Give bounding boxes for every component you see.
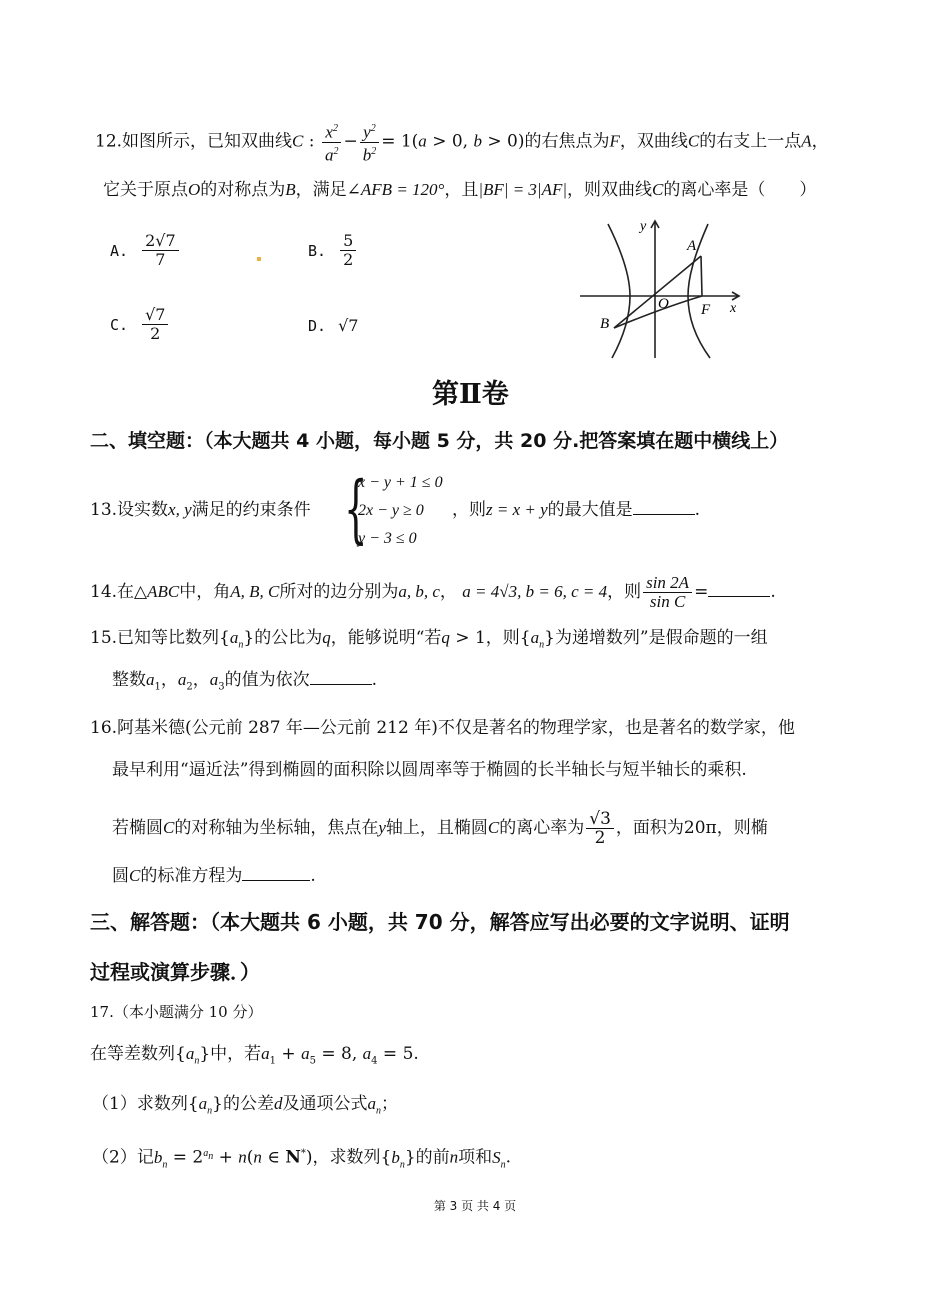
section-3-heading-1: 三、解答题：（本大题共 6 小题，共 70 分，解答应写出必要的文字说明、证明: [90, 910, 790, 934]
q16-line-3: 若椭圆C的对称轴为坐标轴，焦点在y轴上，且椭圆C的离心率为 $\frac{√3}{2}$ ，面积为20π，则椭: [112, 809, 768, 848]
choice-d: D. √7: [308, 316, 359, 335]
q17-statement: 在等差数列$\{a_n\}$中，若$a_1 + a_5 = 8$, $a_4 = 5$.: [90, 1044, 419, 1067]
q17-header: 17.（本小题满分 10 分）: [90, 1003, 263, 1021]
q16-answer-blank[interactable]: [242, 864, 310, 881]
q13-text: 13.设实数x, y满足的约束条件: [90, 500, 311, 520]
label-a: A: [687, 238, 697, 254]
q16-line-2: 最早利用“逼近法”得到椭圆的面积除以圆周率等于椭圆的长半轴长与短半轴长的乘积.: [112, 760, 747, 780]
q13-answer-blank[interactable]: [633, 498, 695, 515]
choice-b: B. $\frac{5}{2}$: [308, 232, 358, 269]
hyperbola-x-term: $\frac{x^2}{a^2}$: [322, 120, 342, 164]
q17-part-1: （1）求数列$\{a_n\}$的公差d及通项公式$a_n$；: [92, 1094, 398, 1117]
section-3-heading-2: 过程或演算步骤．）: [90, 960, 260, 984]
q12-line-1: 12.如图所示，已知双曲线C : $\frac{x^2}{a^2}$ − $\frac{y^2}{b^2}$ = 1(a > 0, b > 0)的右焦点为F，双曲线C的右支上一点A，: [95, 120, 829, 164]
left-branch: [608, 224, 630, 358]
hyperbola-figure: [578, 216, 748, 362]
q15-answer-blank[interactable]: [310, 668, 372, 685]
q14-fraction: $\frac{\sin 2A}{\text{sin C}}$: [643, 574, 692, 611]
label-x: x: [730, 301, 737, 316]
q16-eccentricity: $\frac{√3}{2}$: [586, 810, 614, 847]
section-2-heading: 二、填空题：（本大题共 4 小题，每小题 5 分，共 20 分.把答案填在题中横线上）: [90, 430, 789, 452]
constraint-system: { x − y + 1 ≤ 0 2x − y ≥ 0 y − 3 ≤ 0: [344, 466, 443, 552]
page-footer: 第 3 页 共 4 页: [433, 1199, 517, 1213]
q13-text-2: ，则z = x + y的最大值是 .: [452, 500, 701, 520]
label-f: F: [701, 302, 711, 318]
label-o: O: [658, 296, 669, 312]
hyperbola-y-term: $\frac{y^2}{b^2}$: [360, 120, 380, 164]
q14-text: 14.在△ABC中，角A, B, C所对的边分别为a, b, c， a = 4√3, b = 6, c = 4，则 $\frac{\sin 2A}{\text{sin C}}$ = .: [90, 573, 776, 611]
q16-line-1: 16.阿基米德(公元前 287 年—公元前 212 年)不仅是著名的物理学家，也是著名的数学家，他: [90, 718, 795, 738]
decorative-dot: [257, 257, 261, 261]
choice-a: A. $\frac{2√7}{7}$: [110, 232, 181, 269]
q14-answer-blank[interactable]: [708, 580, 770, 597]
q16-line-4: 圆C的标准方程为 .: [112, 866, 316, 886]
choice-c: C. $\frac{√7}{2}$: [110, 306, 170, 343]
part-2-title: 第Ⅱ卷: [432, 379, 509, 410]
q12-line-2: 它关于原点O的对称点为B，满足∠AFB = 120°，且|BF| = 3|AF|，则双曲线C的离心率是（ ）: [103, 180, 817, 200]
q17-part-2: （2）记$b_n = 2^{a_n} + n(n$ ∈ N*)，求数列$\{b_n\}$的前n项和$S_n$.: [92, 1147, 512, 1171]
label-b: B: [600, 316, 610, 332]
q15-line-2: 整数$a_1$，$a_2$，$a_3$的值为依次 .: [112, 670, 378, 693]
segment-af: [701, 256, 702, 296]
q15-line-1: 15.已知等比数列$\{a_n\}$的公比为q，能够说明“若q > 1，则$\{a_n\}$为递增数列”是假命题的一组: [90, 628, 768, 651]
label-y: y: [640, 219, 647, 234]
